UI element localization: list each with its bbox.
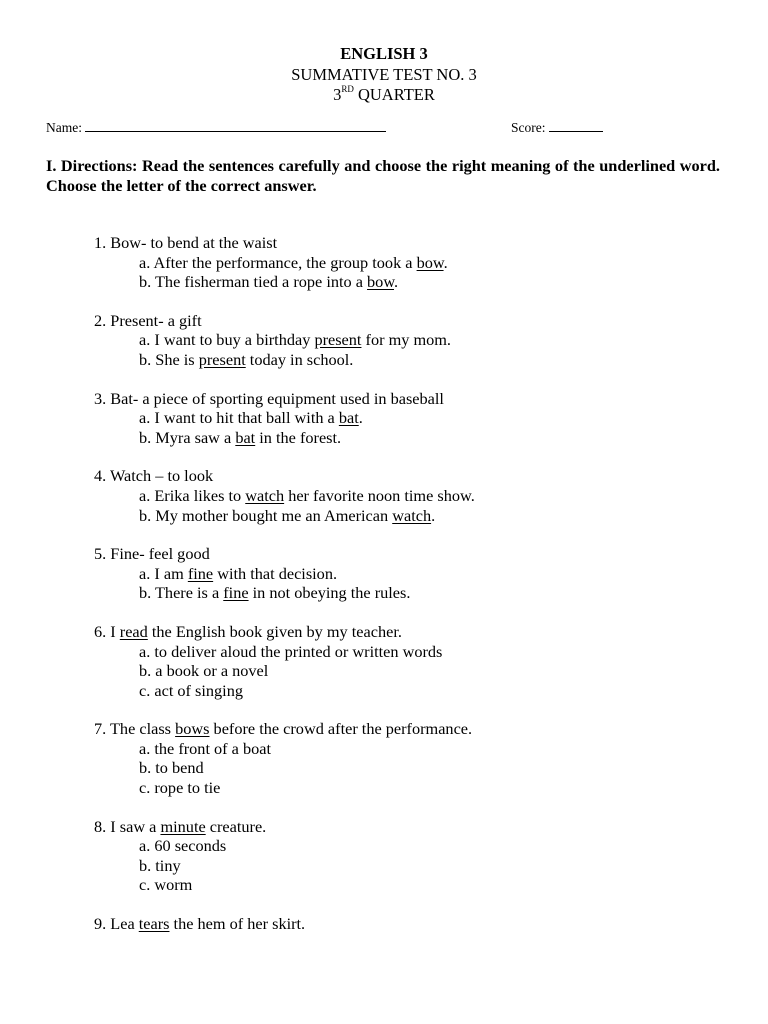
text-segment: 9. Lea xyxy=(94,914,139,934)
text-segment: 1. Bow- to bend at the waist xyxy=(94,233,278,252)
text-segment: a. to deliver aloud the printed or written words xyxy=(139,641,443,661)
answer-option xyxy=(94,253,734,273)
text-segment: b. The fisherman tied a rope into a xyxy=(139,272,368,292)
text-segment: c. rope to tie xyxy=(139,778,221,798)
text-segment: b. to bend xyxy=(139,758,204,778)
underlined-word: minute xyxy=(160,816,206,836)
text-segment: in not obeying the rules. xyxy=(248,583,411,603)
question-text xyxy=(94,914,734,934)
answer-option xyxy=(94,875,734,895)
text-segment: a. After the performance, the group took a xyxy=(139,252,417,272)
underlined-word: bows xyxy=(175,719,210,739)
text-segment: today in school. xyxy=(245,349,354,369)
answer-option xyxy=(94,778,734,798)
underlined-word: tears xyxy=(138,914,170,934)
text-segment: a. the front of a boat xyxy=(139,738,272,758)
text-segment: 4. Watch – to look xyxy=(94,466,214,486)
answer-option xyxy=(94,506,734,526)
text-segment: b. My mother bought me an American xyxy=(139,505,393,525)
question-text xyxy=(94,622,734,642)
text-segment: b. Myra saw a xyxy=(139,427,236,447)
score-blank-line xyxy=(549,119,603,132)
answer-option xyxy=(94,350,734,370)
text-segment: b. a book or a novel xyxy=(139,661,269,681)
text-segment: before the crowd after the performance. xyxy=(209,719,473,739)
answer-option xyxy=(94,486,734,506)
directions: I. Directions: Read the sentences carefully and choose the right meaning of the underlined word. Choose the letter of the correct answer. xyxy=(46,156,720,195)
text-segment: in the forest. xyxy=(255,427,342,447)
answer-option xyxy=(94,583,734,603)
answer-option xyxy=(94,661,734,681)
question-item xyxy=(94,311,734,370)
answer-option xyxy=(94,642,734,662)
name-blank-line xyxy=(85,119,386,132)
text-segment: creature. xyxy=(205,816,267,836)
quarter-ordinal-suffix: RD xyxy=(341,83,354,94)
answer-option xyxy=(94,681,734,701)
question-list xyxy=(94,233,734,953)
quarter-word: QUARTER xyxy=(353,85,435,104)
underlined-word: present xyxy=(198,349,246,369)
question-item xyxy=(94,622,734,700)
page-title: ENGLISH 3 xyxy=(340,44,428,63)
underlined-word: present xyxy=(314,330,362,350)
question-item xyxy=(94,466,734,525)
text-segment: a. I am xyxy=(139,563,188,583)
question-text xyxy=(94,233,734,253)
text-segment: with that decision. xyxy=(213,563,338,583)
answer-option xyxy=(94,272,734,292)
underlined-word: bat xyxy=(235,427,256,447)
question-item xyxy=(94,914,734,934)
text-segment: b. There is a xyxy=(139,583,224,603)
text-segment: her favorite noon time show. xyxy=(284,485,475,505)
answer-option xyxy=(94,856,734,876)
text-segment: . xyxy=(431,505,436,525)
text-segment: c. act of singing xyxy=(139,680,243,700)
question-text xyxy=(94,389,734,409)
underlined-word: watch xyxy=(392,505,432,525)
question-text xyxy=(94,466,734,486)
question-item xyxy=(94,544,734,603)
answer-option xyxy=(94,739,734,759)
answer-option xyxy=(94,758,734,778)
text-segment: a. Erika likes to xyxy=(139,485,246,505)
text-segment: . xyxy=(443,252,448,272)
text-segment: 6. I xyxy=(94,621,120,641)
text-segment: a. 60 seconds xyxy=(139,836,227,856)
underlined-word: watch xyxy=(245,485,285,505)
question-text xyxy=(94,719,734,739)
question-item xyxy=(94,719,734,797)
text-segment: c. worm xyxy=(139,875,193,895)
underlined-word: bow xyxy=(416,252,444,272)
score-field xyxy=(511,119,603,136)
answer-option xyxy=(94,836,734,856)
text-segment: b. tiny xyxy=(139,855,181,875)
underlined-word: read xyxy=(119,621,148,641)
name-field xyxy=(46,119,386,136)
page-subtitle: SUMMATIVE TEST NO. 3 xyxy=(291,65,477,84)
text-segment: . xyxy=(358,408,363,428)
quarter-heading xyxy=(0,85,768,105)
answer-option xyxy=(94,564,734,584)
text-segment: the English book given by my teacher. xyxy=(147,621,402,641)
question-text xyxy=(94,544,734,564)
text-segment: . xyxy=(394,272,399,292)
answer-option xyxy=(94,408,734,428)
question-item xyxy=(94,389,734,448)
question-item xyxy=(94,233,734,292)
text-segment: a. I want to buy a birthday xyxy=(139,330,315,350)
name-label: Name: xyxy=(46,120,82,135)
question-text xyxy=(94,311,734,331)
underlined-word: fine xyxy=(223,583,249,603)
underlined-word: bat xyxy=(338,408,359,428)
underlined-word: fine xyxy=(187,563,214,583)
text-segment: 3. Bat- a piece of sporting equipment used in baseball xyxy=(94,388,444,408)
text-segment: 7. The class xyxy=(94,719,176,739)
score-label: Score: xyxy=(511,120,546,135)
underlined-word: bow xyxy=(367,272,395,292)
text-segment: the hem of her skirt. xyxy=(169,914,306,934)
text-segment: 2. Present- a gift xyxy=(94,310,202,330)
quarter-number: 3 xyxy=(333,85,342,104)
answer-option xyxy=(94,428,734,448)
text-segment: 5. Fine- feel good xyxy=(94,544,210,564)
text-segment: b. She is xyxy=(139,349,199,369)
answer-option xyxy=(94,330,734,350)
question-text xyxy=(94,817,734,837)
question-item xyxy=(94,817,734,895)
text-segment: a. I want to hit that ball with a xyxy=(139,408,339,428)
text-segment: for my mom. xyxy=(361,330,451,350)
text-segment: 8. I saw a xyxy=(94,816,161,836)
